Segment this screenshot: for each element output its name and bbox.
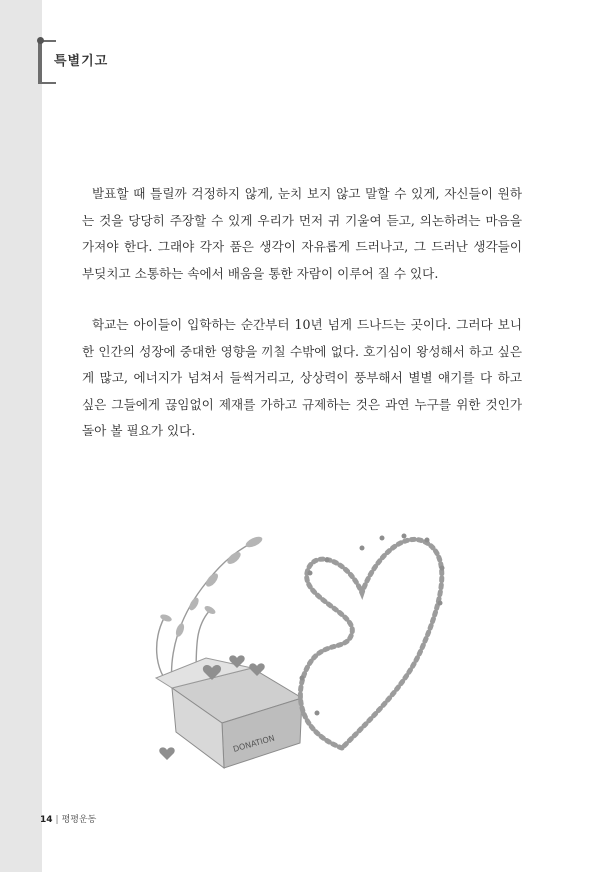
paragraph-1: 발표할 때 틀릴까 걱정하지 않게, 눈치 보지 않고 말할 수 있게, 자신들이 원하는 것을 당당히 주장할 수 있게 우리가 먼저 귀 기울여 듣고, 의논하려는 마음을 가져야 한다. 그래야 각자 품은 생각이 자유롭게 드러나고, 그 드러난 생각들이 부딪치고 소통하는 속에서 배움을 통한 자람이 이루어 질 수 있다. [82, 186, 522, 281]
page-number: 14 [40, 815, 53, 825]
illustration-heart-people [142, 518, 472, 780]
section-dot [37, 37, 44, 44]
vine-leaves [159, 535, 264, 638]
article-body [82, 181, 522, 445]
section-label: 특별기고 [54, 54, 109, 69]
donation-box [156, 658, 302, 768]
paragraph-2: 학교는 아이들이 입학하는 순간부터 10년 넘게 드나드는 곳이다. 그러다 보니 한 인간의 성장에 중대한 영향을 끼칠 수밖에 없다. 호기심이 왕성해서 하고 싶은 게 많고, 에너지가 넘쳐서 들썩거리고, 상상력이 풍부해서 별별 얘기를 다 하고 싶은 그들에게 끊임없이 제재를 가하고 규제하는 것은 과연 누구를 위한 것인가 돌아 볼 필요가 있다. [82, 317, 522, 438]
footer-separator: | [55, 815, 59, 825]
left-margin-bar [0, 0, 42, 872]
publication-name: 평평운동 [61, 815, 97, 825]
page-footer [40, 812, 96, 825]
people-chain-heart [300, 539, 441, 748]
box-label: DONATION [232, 733, 276, 754]
